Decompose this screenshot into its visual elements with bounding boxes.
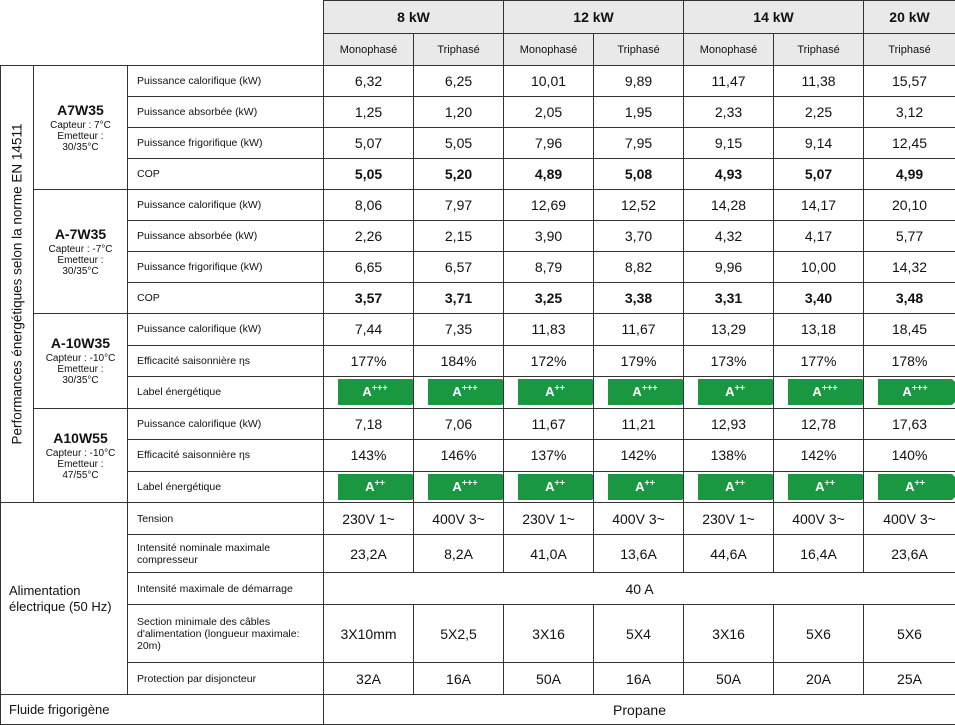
value-cell: 6,57 [414,252,504,283]
energy-label-class: ++ [644,477,655,487]
perf-row [1,190,955,221]
value-cell: 13,6A [594,535,684,573]
energy-label-letter: A [812,384,821,399]
value-cell: 12,52 [594,190,684,221]
value-cell: 3,70 [594,221,684,252]
condition-cell [34,314,128,409]
value-cell: 2,05 [504,97,594,128]
value-cell: 138% [684,440,774,472]
energy-label-text [698,474,772,500]
energy-label-letter: A [902,384,911,399]
condition-detail: Capteur : -10°C [38,353,123,364]
energy-label-class: +++ [912,383,928,393]
power-row [1,535,955,573]
energy-label-letter: A [362,384,371,399]
power-section-label: Alimentation électrique (50 Hz) [1,503,128,695]
refrigerant-label: Fluide frigorigène [1,695,324,725]
energy-label-arrow-icon [608,379,682,405]
energy-label-arrow-icon [338,474,412,500]
value-cell: 6,65 [324,252,414,283]
row-label: Efficacité saisonnière ηs [128,440,324,472]
header-corner [1,34,324,66]
energy-label-letter: A [545,384,554,399]
energy-label-cell [864,471,955,503]
energy-label-class: ++ [734,477,745,487]
row-label: Puissance frigorifique (kW) [128,252,324,283]
value-cell: 6,25 [414,66,504,97]
row-label: Intensité nominale maximale compresseur [128,535,324,573]
value-cell: 1,20 [414,97,504,128]
value-cell: 3,48 [864,283,955,314]
value-cell-spanned: 40 A [324,573,955,605]
value-cell: 4,17 [774,221,864,252]
value-cell: 3,12 [864,97,955,128]
value-cell: 32A [324,663,414,695]
performance-section-label [1,66,34,503]
value-cell: 5X6 [774,605,864,663]
condition-name: A7W35 [38,102,123,118]
power-row [1,503,955,535]
energy-label-arrow-icon [518,379,592,405]
value-cell: 1,25 [324,97,414,128]
value-cell: 5,77 [864,221,955,252]
value-cell: 23,6A [864,535,955,573]
energy-label-arrow-icon [788,474,862,500]
energy-label-arrow-icon [428,379,502,405]
phase-header: Monophasé [324,34,414,66]
power-row [1,605,955,663]
energy-label-text [878,474,952,500]
energy-label-class: +++ [462,383,478,393]
energy-label-cell [684,377,774,409]
value-cell: 7,18 [324,408,414,440]
value-cell: 12,93 [684,408,774,440]
header-row-groups [1,1,955,34]
perf-row [1,159,955,190]
value-cell: 5,20 [414,159,504,190]
energy-label-text [518,474,592,500]
value-cell: 9,14 [774,128,864,159]
value-cell: 230V 1~ [324,503,414,535]
value-cell: 8,79 [504,252,594,283]
value-cell: 14,28 [684,190,774,221]
condition-detail: 30/35°C [38,266,123,277]
perf-row [1,221,955,252]
energy-label-arrow-icon [338,379,412,405]
energy-label-cell [774,377,864,409]
energy-label-arrow-icon [878,474,952,500]
condition-cell [34,190,128,314]
refrigerant-row [1,695,955,725]
value-cell: 44,6A [684,535,774,573]
value-cell: 142% [774,440,864,472]
value-cell: 173% [684,345,774,377]
condition-detail: Emetteur : [38,131,123,142]
value-cell: 7,96 [504,128,594,159]
energy-label-letter: A [635,479,644,494]
value-cell: 3,31 [684,283,774,314]
energy-label-class: +++ [822,383,838,393]
energy-label-text [608,474,682,500]
row-label: Tension [128,503,324,535]
value-cell: 3X16 [504,605,594,663]
phase-header: Triphasé [414,34,504,66]
phase-header: Triphasé [864,34,955,66]
energy-label-class: ++ [734,383,745,393]
perf-row [1,66,955,97]
value-cell: 184% [414,345,504,377]
value-cell: 2,15 [414,221,504,252]
value-cell: 4,93 [684,159,774,190]
value-cell: 16A [594,663,684,695]
row-label: Puissance calorifique (kW) [128,314,324,346]
value-cell: 3,71 [414,283,504,314]
group-header: 14 kW [684,1,864,34]
value-cell: 7,44 [324,314,414,346]
header-corner [1,1,324,34]
energy-label-cell [414,471,504,503]
perf-row [1,408,955,440]
value-cell: 13,29 [684,314,774,346]
phase-header: Triphasé [594,34,684,66]
energy-label-letter: A [905,479,914,494]
value-cell: 12,69 [504,190,594,221]
value-cell: 7,95 [594,128,684,159]
energy-label-class: +++ [462,477,478,487]
value-cell: 5,05 [414,128,504,159]
row-label: Puissance absorbée (kW) [128,221,324,252]
value-cell: 50A [684,663,774,695]
perf-row [1,471,955,503]
energy-label-text [788,379,862,405]
value-cell: 23,2A [324,535,414,573]
energy-label-arrow-icon [608,474,682,500]
group-header: 20 kW [864,1,955,34]
value-cell: 137% [504,440,594,472]
value-cell: 11,47 [684,66,774,97]
condition-detail: Emetteur : [38,364,123,375]
value-cell: 17,63 [864,408,955,440]
value-cell: 9,96 [684,252,774,283]
energy-label-class: ++ [554,477,565,487]
energy-label-letter: A [632,384,641,399]
condition-name: A10W55 [38,430,123,446]
group-header: 8 kW [324,1,504,34]
value-cell: 5,07 [774,159,864,190]
value-cell: 11,21 [594,408,684,440]
value-cell: 8,2A [414,535,504,573]
value-cell: 5X4 [594,605,684,663]
value-cell: 3,38 [594,283,684,314]
value-cell: 4,89 [504,159,594,190]
value-cell: 5,07 [324,128,414,159]
value-cell: 143% [324,440,414,472]
value-cell: 3,90 [504,221,594,252]
row-label: Puissance frigorifique (kW) [128,128,324,159]
value-cell: 140% [864,440,955,472]
value-cell: 172% [504,345,594,377]
energy-label-arrow-icon [878,379,952,405]
energy-label-arrow-icon [518,474,592,500]
energy-label-cell [594,377,684,409]
value-cell: 179% [594,345,684,377]
condition-cell [34,408,128,503]
value-cell: 4,99 [864,159,955,190]
phase-header: Monophasé [504,34,594,66]
energy-label-arrow-icon [698,474,772,500]
value-cell: 14,17 [774,190,864,221]
value-cell: 2,33 [684,97,774,128]
condition-detail: Capteur : -7°C [38,244,123,255]
value-cell: 8,82 [594,252,684,283]
energy-label-cell [504,471,594,503]
condition-detail: Capteur : 7°C [38,120,123,131]
value-cell: 11,67 [594,314,684,346]
value-cell: 11,38 [774,66,864,97]
value-cell: 400V 3~ [594,503,684,535]
value-cell: 2,25 [774,97,864,128]
row-label: COP [128,159,324,190]
energy-label-class: ++ [554,383,565,393]
row-label: Label énergétique [128,471,324,503]
value-cell: 5,05 [324,159,414,190]
power-row [1,573,955,605]
value-cell: 4,32 [684,221,774,252]
energy-label-text [788,474,862,500]
row-label: Protection par disjoncteur [128,663,324,695]
value-cell: 2,26 [324,221,414,252]
energy-label-letter: A [725,479,734,494]
value-cell: 12,78 [774,408,864,440]
value-cell: 12,45 [864,128,955,159]
value-cell: 3,57 [324,283,414,314]
value-cell: 7,06 [414,408,504,440]
value-cell: 5X6 [864,605,955,663]
value-cell: 230V 1~ [684,503,774,535]
row-label: Puissance absorbée (kW) [128,97,324,128]
value-cell: 20,10 [864,190,955,221]
row-label: Intensité maximale de démarrage [128,573,324,605]
energy-label-text [338,379,412,405]
energy-label-letter: A [452,384,461,399]
energy-label-letter: A [545,479,554,494]
energy-label-arrow-icon [788,379,862,405]
perf-row [1,314,955,346]
value-cell: 230V 1~ [504,503,594,535]
energy-label-cell [594,471,684,503]
condition-detail: 30/35°C [38,142,123,153]
energy-label-cell [864,377,955,409]
value-cell: 5,08 [594,159,684,190]
refrigerant-value: Propane [324,695,955,725]
phase-header: Triphasé [774,34,864,66]
value-cell: 18,45 [864,314,955,346]
energy-label-text [608,379,682,405]
energy-label-cell [684,471,774,503]
row-label: Section minimale des câbles d'alimentation (longueur maximale: 20m) [128,605,324,663]
row-label: COP [128,283,324,314]
value-cell: 16,4A [774,535,864,573]
perf-row [1,283,955,314]
energy-label-cell [324,377,414,409]
value-cell: 7,35 [414,314,504,346]
row-label: Efficacité saisonnière ηs [128,345,324,377]
value-cell: 15,57 [864,66,955,97]
energy-label-cell [324,471,414,503]
condition-detail: Capteur : -10°C [38,448,123,459]
value-cell: 11,67 [504,408,594,440]
perf-row [1,345,955,377]
group-header: 12 kW [504,1,684,34]
performance-section-text: Performances énergétiques selon la norme EN 14511 [10,124,25,445]
energy-label-text [428,379,502,405]
value-cell: 400V 3~ [864,503,955,535]
phase-header: Monophasé [684,34,774,66]
energy-label-cell [414,377,504,409]
energy-label-text [878,379,952,405]
value-cell: 10,00 [774,252,864,283]
energy-label-letter: A [452,479,461,494]
value-cell: 9,15 [684,128,774,159]
energy-label-class: +++ [642,383,658,393]
energy-label-class: ++ [914,477,925,487]
value-cell: 16A [414,663,504,695]
condition-name: A-10W35 [38,335,123,351]
value-cell: 25A [864,663,955,695]
energy-label-arrow-icon [428,474,502,500]
energy-label-text [698,379,772,405]
energy-label-text [428,474,502,500]
value-cell: 3X16 [684,605,774,663]
value-cell: 146% [414,440,504,472]
energy-label-letter: A [365,479,374,494]
row-label: Puissance calorifique (kW) [128,408,324,440]
condition-detail: Emetteur : [38,459,123,470]
energy-label-letter: A [725,384,734,399]
value-cell: 5X2,5 [414,605,504,663]
energy-label-cell [504,377,594,409]
value-cell: 400V 3~ [414,503,504,535]
value-cell: 13,18 [774,314,864,346]
perf-row [1,377,955,409]
value-cell: 10,01 [504,66,594,97]
energy-label-text [338,474,412,500]
condition-detail: Emetteur : [38,255,123,266]
value-cell: 3,25 [504,283,594,314]
condition-cell [34,66,128,190]
energy-label-class: +++ [372,383,388,393]
value-cell: 142% [594,440,684,472]
perf-row [1,128,955,159]
value-cell: 8,06 [324,190,414,221]
energy-label-text [518,379,592,405]
perf-row [1,97,955,128]
row-label: Label énergétique [128,377,324,409]
condition-name: A-7W35 [38,226,123,242]
value-cell: 14,32 [864,252,955,283]
energy-label-class: ++ [824,477,835,487]
value-cell: 178% [864,345,955,377]
value-cell: 177% [324,345,414,377]
condition-detail: 30/35°C [38,375,123,386]
energy-label-arrow-icon [698,379,772,405]
value-cell: 177% [774,345,864,377]
row-label: Puissance calorifique (kW) [128,190,324,221]
value-cell: 9,89 [594,66,684,97]
value-cell: 6,32 [324,66,414,97]
row-label: Puissance calorifique (kW) [128,66,324,97]
value-cell: 11,83 [504,314,594,346]
header-row-phases [1,34,955,66]
value-cell: 20A [774,663,864,695]
value-cell: 41,0A [504,535,594,573]
power-row [1,663,955,695]
value-cell: 7,97 [414,190,504,221]
value-cell: 3X10mm [324,605,414,663]
value-cell: 3,40 [774,283,864,314]
energy-label-class: ++ [374,477,385,487]
value-cell: 400V 3~ [774,503,864,535]
energy-label-letter: A [815,479,824,494]
condition-detail: 47/55°C [38,470,123,481]
perf-row [1,252,955,283]
value-cell: 1,95 [594,97,684,128]
perf-row [1,440,955,472]
value-cell: 50A [504,663,594,695]
energy-label-cell [774,471,864,503]
